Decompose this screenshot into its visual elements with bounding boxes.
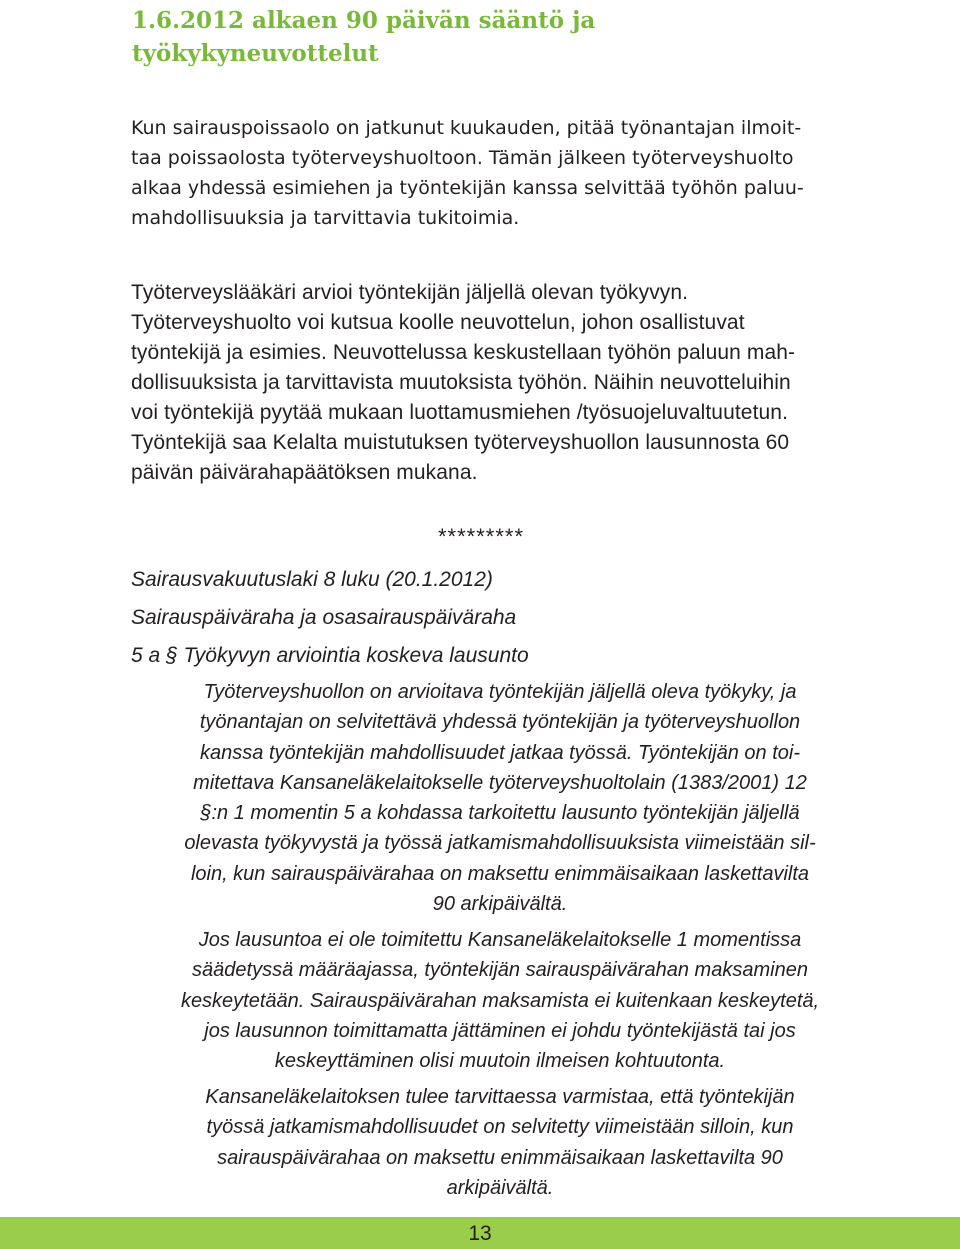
quote-line: jos lausunnon toimittamatta jättäminen ei johdu työntekijästä tai jos xyxy=(204,1019,796,1042)
quote-line: kanssa työntekijän mahdollisuudet jatkaa työssä. Työntekijän on toi- xyxy=(200,741,800,764)
page-number: 13 xyxy=(468,1222,492,1245)
paragraph-line: mahdollisuuksia ja tarvittavia tukitoimia. xyxy=(131,207,520,229)
paragraph-line: työntekijä ja esimies. Neuvottelussa keskustellaan työhön paluun mah- xyxy=(131,341,796,364)
paragraph-line: taa poissaolosta työterveyshuoltoon. Tämän jälkeen työterveyshuolto xyxy=(131,147,794,169)
quote-line: arkipäivältä. xyxy=(446,1176,554,1199)
paragraph-line: Työntekijä saa Kelalta muistutuksen työterveyshuollon lausunnosta 60 xyxy=(131,431,790,454)
law-quote-paragraph-1 xyxy=(120,677,880,919)
paragraph-line: alkaa yhdessä esimiehen ja työntekijän kanssa selvittää työhön paluu- xyxy=(131,177,804,199)
section-heading-line: työkykyneuvottelut xyxy=(132,40,379,67)
quote-line: keskeyttäminen olisi muutoin ilmeisen kohtuutonta. xyxy=(274,1050,726,1073)
quote-line: Jos lausuntoa ei ole toimitettu Kansaneläkelaitokselle 1 momentissa xyxy=(198,929,802,951)
quote-line: §:n 1 momentin 5 a kohdassa tarkoitettu lausunto työntekijän jäljellä xyxy=(200,802,800,825)
quote-line: säädetyssä määräajassa, työntekijän sairauspäivärahan maksaminen xyxy=(192,959,808,982)
quote-line: 90 arkipäivältä. xyxy=(432,893,568,916)
law-quote-paragraph-2 xyxy=(120,925,880,1076)
law-chapter-title: Sairauspäiväraha ja osasairauspäiväraha xyxy=(131,606,517,629)
paragraph-line: voi työntekijä pyytää mukaan luottamusmiehen /työsuojeluvaltuutetun. xyxy=(131,401,789,424)
quote-line: keskeytetään. Sairauspäivärahan maksamista ei kuitenkaan keskeytetä, xyxy=(180,989,820,1012)
paragraph-line: Työterveyshuolto voi kutsua koolle neuvottelun, johon osallistuvat xyxy=(131,311,745,334)
paragraph-line: Työterveyslääkäri arvioi työntekijän jäljellä olevan työkyvyn. xyxy=(131,281,689,304)
paragraph-line: Kun sairauspoissaolo on jatkunut kuukauden, pitää työnantajan ilmoit- xyxy=(131,117,802,139)
intro-paragraph xyxy=(131,113,851,233)
work-ability-paragraph xyxy=(131,278,851,488)
quote-line: loin, kun sairauspäivärahaa on maksettu enimmäisaikaan laskettavilta xyxy=(190,862,810,885)
quote-line: työnantajan on selvitettävä yhdessä työntekijän ja työterveyshuollon xyxy=(199,711,801,734)
section-separator: ********* xyxy=(438,524,525,549)
quote-line: sairauspäivärahaa on maksettu enimmäisaikaan laskettavilta 90 xyxy=(217,1146,783,1169)
section-heading xyxy=(132,4,732,70)
quote-line: olevasta työkyvystä ja työssä jatkamismahdollisuuksista viimeistään sil- xyxy=(184,832,816,855)
section-heading-line: 1.6.2012 alkaen 90 päivän sääntö ja xyxy=(132,7,596,34)
paragraph-line: dollisuuksista ja tarvittavista muutoksista työhön. Näihin neuvotteluihin xyxy=(131,371,791,394)
quote-line: Kansaneläkelaitoksen tulee tarvittaessa varmistaa, että työntekijän xyxy=(205,1086,795,1108)
quote-line: Työterveyshuollon on arvioitava työntekijän jäljellä oleva työkyky, ja xyxy=(203,681,797,703)
law-act-title: Sairausvakuutuslaki 8 luku (20.1.2012) xyxy=(131,568,493,591)
quote-line: mitettava Kansaneläkelaitokselle työterveyshuoltolain (1383/2001) 12 xyxy=(193,771,807,794)
paragraph-line: päivän päivärahapäätöksen mukana. xyxy=(131,461,478,484)
law-section-title: 5 a § Työkyvyn arviointia koskeva lausunto xyxy=(131,644,529,667)
law-quote-paragraph-3 xyxy=(120,1082,880,1203)
quote-line: työssä jatkamismahdollisuudet on selvitetty viimeistään silloin, kun xyxy=(206,1116,794,1139)
